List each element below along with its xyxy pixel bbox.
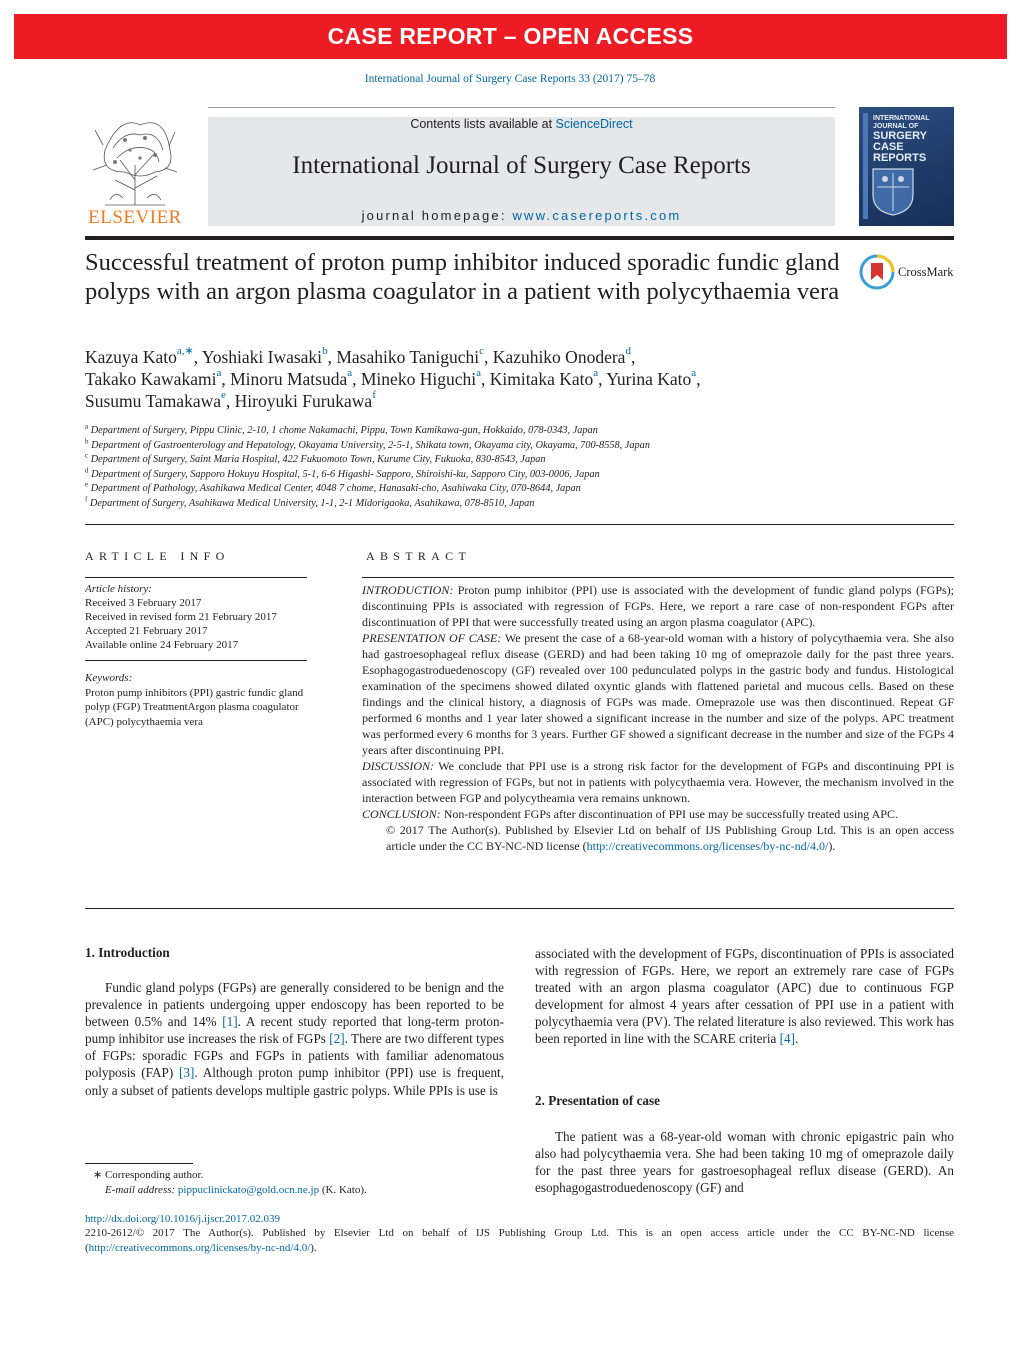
author-name[interactable]: Kazuhiko Onodera — [492, 347, 626, 367]
case-report-banner: CASE REPORT – OPEN ACCESS — [14, 14, 1007, 59]
author-line-3 — [85, 390, 945, 412]
abstract-label: CONCLUSION: — [362, 807, 441, 821]
email-suffix: (K. Kato). — [319, 1184, 367, 1196]
abstract-label: PRESENTATION OF CASE: — [362, 631, 502, 645]
sciencedirect-link[interactable]: ScienceDirect — [555, 117, 633, 131]
reference-link[interactable]: [1] — [222, 1014, 238, 1030]
license-statement — [85, 1226, 954, 1256]
author-affil-marker[interactable]: a — [593, 367, 599, 380]
journal-name: International Journal of Surgery Case Reports — [292, 152, 751, 179]
header-bottom-rule — [85, 236, 954, 240]
history-label: Article history: — [85, 583, 152, 595]
author-name[interactable]: Yoshiaki Iwasaki — [201, 347, 323, 367]
author-separator: , — [480, 369, 490, 389]
abstract-label: INTRODUCTION: — [362, 583, 454, 597]
intro-paragraph-1-cont — [535, 945, 954, 1048]
author-separator: , — [327, 347, 337, 367]
journal-cover-thumbnail[interactable] — [859, 107, 954, 226]
author-affil-marker[interactable]: a — [216, 367, 222, 380]
license-end: ). — [310, 1242, 317, 1254]
abstract-rule — [362, 577, 954, 578]
affiliation-key: b — [85, 437, 89, 446]
affiliation-key: d — [85, 466, 89, 475]
license-text: 2210-2612/© 2017 The Author(s). Published by Elsevier Ltd on behalf of IJS Publishing Group Ltd. This is an open access article under the CC BY-NC-ND license ( — [85, 1227, 954, 1254]
abstract-case — [362, 630, 954, 758]
reference-link[interactable]: [4] — [779, 1031, 796, 1047]
author-separator: , — [352, 369, 361, 389]
affiliation-text: Department of Surgery, Pippu Clinic, 2-10, 1 chome Nakamachi, Pippu, Town Kamikawa-gun, Hokkaido, 078-0343, Japan — [90, 425, 598, 436]
author-name[interactable]: Kazuya Kato — [85, 347, 177, 367]
journal-homepage-line — [208, 208, 835, 223]
cover-crest-icon — [869, 165, 917, 217]
reference-link[interactable]: [3] — [179, 1065, 195, 1081]
crossmark-badge[interactable] — [859, 254, 959, 290]
affiliations-rule — [85, 524, 954, 525]
author-separator: , — [193, 347, 202, 367]
abstract-text: We conclude that PPI use is a strong risk factor for the development of FGPs and discontinuing PPI is associated with regression of FGPs, but not in patients with polycythaemia vera. However, the mechanism involved in the interaction between FGP and polycytheamia vera remains unknown. — [362, 759, 954, 805]
abstract-bottom-rule — [85, 908, 954, 909]
copyright-text: © 2017 The Author(s). Published by Elsevier Ltd on behalf of IJS Publishing Group Ltd. This is an open access article under the CC BY-NC-ND license ( — [386, 823, 954, 853]
affiliation-item — [85, 482, 954, 497]
author-affil-marker[interactable]: a,∗ — [176, 345, 194, 358]
body-column-right-bottom — [535, 1128, 954, 1196]
affiliation-text: Department of Surgery, Sapporo Hokuyu Hospital, 5-1, 6-6 Higashi- Sapporo, Shiroishi-ku, Sapporo City, 003-0006, Japan — [91, 468, 600, 480]
author-separator: , — [484, 347, 493, 367]
author-name[interactable]: Kimitaka Kato — [489, 369, 594, 389]
cover-line-1: INTERNATIONAL — [873, 115, 930, 122]
author-affil-marker[interactable]: a — [691, 367, 697, 380]
body-text: Fundic gland polyps (FGPs) are generally considered to be benign and the prevalence in patients undergoing upper endoscopy has been reported to be between 0.5% and 14% — [85, 980, 504, 1030]
body-text: . Although proton pump inhibitor (PPI) use is frequent, only a subset of patients develops multiple gastric polyps. While PPIs is use is — [85, 1065, 505, 1098]
author-line-2 — [85, 368, 945, 390]
journal-citation-link[interactable]: International Journal of Surgery Case Reports 33 (2017) 75–78 — [364, 73, 656, 85]
author-name[interactable]: Minoru Matsuda — [230, 369, 348, 389]
history-item: Accepted 21 February 2017 — [85, 625, 208, 637]
keywords-rule — [85, 660, 307, 661]
history-item: Available online 24 February 2017 — [85, 639, 239, 651]
author-affil-marker[interactable]: a — [476, 367, 481, 380]
abstract-label: DISCUSSION: — [362, 759, 434, 773]
cover-line-5: REPORTS — [873, 152, 927, 164]
author-list — [85, 346, 945, 412]
body-column-left — [85, 979, 504, 1099]
license-link[interactable]: http://creativecommons.org/licenses/by-nc-nd/4.0/ — [88, 1242, 311, 1254]
section-heading-presentation: 2. Presentation of case — [535, 1093, 661, 1108]
keywords-text: Proton pump inhibitors (PPI) gastric fundic gland polyp (FGP) TreatmentArgon plasma coagulator (APC) polycythaemia vera — [85, 686, 304, 728]
cover-line-2: JOURNAL OF — [873, 123, 919, 130]
author-affil-marker[interactable]: c — [479, 345, 485, 358]
author-affil-marker[interactable]: f — [372, 389, 376, 402]
crossmark-label: CrossMark — [898, 265, 954, 279]
affiliations-list — [85, 424, 954, 511]
footnote-marker: ∗ — [93, 1169, 103, 1181]
article-title: Successful treatment of proton pump inhibitor induced sporadic fundic gland polyps with an argon plasma coagulator in a patient with polycythaemia vera — [85, 249, 840, 305]
abstract-text: Non-respondent FGPs after discontinuation of PPI use may be successfully treated using APC. — [440, 807, 898, 821]
author-name[interactable]: Takako Kawakami — [85, 369, 217, 389]
body-text: associated with the development of FGPs, discontinuation of PPIs is associated with regression of FGPs. Here, we report an extremely rare case of FGPs treated with an argon plasma coagulator (APC) due to continuous FGP development for almost 4 years after cessation of PPI use in a patient with polycythaemia vera (PV). The related literature is also reviewed. This work has been reported in line with the SCARE criteria — [535, 946, 954, 1047]
author-affil-marker[interactable]: b — [322, 345, 328, 358]
contents-prefix: Contents lists available at — [410, 117, 556, 131]
abstract-introduction — [362, 582, 954, 630]
author-separator: , — [696, 369, 701, 389]
history-item: Received 3 February 2017 — [85, 597, 202, 609]
article-info-heading: ARTICLE INFO — [85, 549, 230, 563]
author-name[interactable]: Mineko Higuchi — [360, 369, 477, 389]
abstract-copyright — [362, 822, 954, 854]
affiliation-item — [85, 453, 954, 468]
crossmark-icon — [859, 254, 895, 290]
affiliation-item — [85, 497, 954, 512]
keywords-label: Keywords: — [85, 672, 133, 684]
author-separator: , — [630, 347, 636, 367]
author-affil-marker[interactable]: d — [625, 345, 631, 358]
affiliation-key: a — [85, 422, 89, 431]
section-heading-introduction: 1. Introduction — [85, 945, 170, 960]
author-separator: , — [225, 391, 235, 411]
abstract-discussion — [362, 758, 954, 806]
elsevier-wordmark: ELSEVIER — [88, 207, 182, 228]
affiliation-text: Department of Pathology, Asahikawa Medical Center, 4048 7 chome, Hanasaki-cho, Asahiwaka City, 070-8644, Japan — [90, 483, 581, 494]
abstract-body — [362, 582, 954, 854]
abstract-text: We present the case of a 68-year-old woman with a history of polycythaemia vera. She also had gastroesophageal reflux disease (GERD) and had been taking 10 mg of omeprazole daily for the past three years. Esophagogastroduedenoscopy (GF) revealed over 100 pedunculated polyps in the gastric body and fundus. Histological examination of the specimens showed dilated oxyntic glands with flattened parietal and mucous cells. Based on these findings and the clinical history, a diagnosis of FGPs was made. Omeprazole use was then discontinued. Repeat GF performed 6 months and 1 year later showed a significant increase in the number and size of the polyps. APC treatment was performed every 6 months for 3 years. Further GF showed a significant decrease in the number and size of the FGPs 4 years after discontinuing PPI. — [362, 631, 954, 757]
doi-link[interactable]: http://dx.doi.org/10.1016/j.ijscr.2017.02.039 — [85, 1213, 281, 1225]
history-item: Received in revised form 21 February 2017 — [85, 611, 277, 623]
email-link[interactable]: pippuclinickato@gold.ocn.ne.jp — [177, 1184, 320, 1196]
intro-paragraph-1 — [85, 979, 504, 1099]
author-separator: , — [221, 369, 231, 389]
body-text: . A recent study reported that long-term proton-pump inhibitor use increases the risk of FGPs — [85, 1014, 504, 1047]
keywords-block — [85, 671, 315, 729]
email-label: E-mail address: — [105, 1184, 178, 1196]
footnote-text: Corresponding author. — [102, 1169, 204, 1181]
copyright-end: ). — [828, 839, 836, 853]
cover-line-3: SURGERY — [873, 130, 927, 142]
license-link[interactable]: http://creativecommons.org/licenses/by-nc-nd/4.0/ — [586, 839, 829, 853]
cover-line-4: CASE — [873, 141, 904, 153]
homepage-link[interactable]: www.casereports.com — [512, 208, 682, 223]
affiliation-key: e — [85, 480, 89, 489]
contents-list-line — [208, 117, 835, 131]
affiliation-item — [85, 439, 954, 454]
author-affil-marker[interactable]: e — [221, 389, 226, 402]
homepage-prefix: journal homepage: — [361, 208, 513, 223]
author-name[interactable]: Masahiko Taniguchi — [336, 347, 480, 367]
affiliation-text: Department of Surgery, Saint Maria Hospital, 422 Fukuomoto Town, Kurume City, Fukuoka, 830-8543, Japan — [90, 454, 546, 465]
author-name[interactable]: Hiroyuki Furukawa — [234, 391, 373, 411]
affiliation-key: f — [85, 495, 88, 504]
article-info-rule — [85, 577, 307, 578]
author-name[interactable]: Yurina Kato — [606, 369, 692, 389]
header-top-rule — [208, 107, 835, 108]
affiliation-text: Department of Gastroenterology and Hepatology, Okayama University, 2-5-1, Shikata town, Okayama city, Okayama, 700-8558, Japan — [91, 439, 650, 451]
case-paragraph-1: The patient was a 68-year-old woman with chronic epigastric pain who also had polycythaemia vera. She had been taking 10 mg of omeprazole daily for the past three years for gastroesophageal reflux disease (GERD). An esophagogastroduedenoscopy (GF) and — [535, 1129, 954, 1196]
abstract-text: Proton pump inhibitor (PPI) use is associated with the development of fundic gland polyps (FGPs); discontinuing PPIs is associated with regression of FGPs. Here, we report a rare case of non-respondent FGPs after discontinuation of PPI that were successfully treated using an argon plasma coagulator (APC). — [362, 583, 954, 629]
article-history — [85, 582, 315, 652]
affiliation-key: c — [85, 451, 89, 460]
reference-link[interactable]: [2] — [329, 1031, 345, 1047]
body-column-right-top — [535, 945, 954, 1048]
author-separator: , — [598, 369, 607, 389]
footnote-rule — [85, 1163, 193, 1164]
author-name[interactable]: Susumu Tamakawa — [85, 391, 222, 411]
author-line-1 — [85, 346, 945, 368]
body-text: . — [795, 1031, 799, 1047]
affiliation-text: Department of Surgery, Asahikawa Medical University, 1-1, 2-1 Midorigaoka, Asahikawa, 078-8510, Japan — [89, 497, 535, 509]
body-text: . There are two different types of FGPs: sporadic FGPs and FGPs in patients with familiar adenomatous polyposis (FAP) — [85, 1031, 504, 1081]
elsevier-logo[interactable] — [85, 110, 185, 230]
affiliation-item — [85, 424, 954, 439]
corresponding-author-footnote — [85, 1168, 505, 1198]
abstract-heading: ABSTRACT — [366, 549, 472, 563]
author-affil-marker[interactable]: a — [347, 367, 353, 380]
affiliation-item — [85, 468, 954, 483]
abstract-conclusion — [362, 806, 954, 822]
